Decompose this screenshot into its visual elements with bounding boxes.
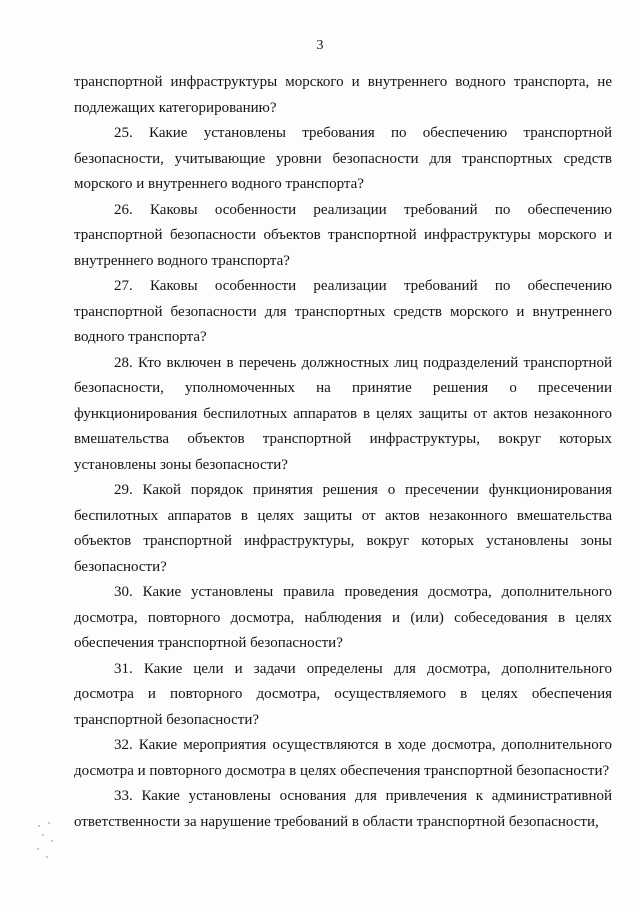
- question-26: 26. Каковы особенности реализации требований по обеспечению транспортной безопасности объектов транспортной инфраструктуры морского и внутреннего водного транспорта?: [74, 201, 612, 269]
- question-25: 25. Какие установлены требования по обеспечению транспортной безопасности, учитывающие уровни безопасности для транспортных средств морского и внутреннего водного транспорта?: [74, 125, 612, 192]
- scan-noise-marks: [36, 822, 60, 862]
- question-28: 28. Кто включен в перечень должностных лиц подразделений транспортной безопасности, уполномоченных на принятие решения о пресечении функционирования беспилотных аппаратов в целях защиты от актов незаконного вмешательства объектов транспортной инфраструктуры, вокруг которых установлены зоны безопасности?: [74, 354, 612, 473]
- page-number: 3: [316, 38, 324, 53]
- question-32: 32. Какие мероприятия осуществляются в ходе досмотра, дополнительного досмотра и повторного досмотра в целях обеспечения транспортной безопасности?: [74, 737, 612, 779]
- question-33: 33. Какие установлены основания для привлечения к административной ответственности за нарушение требований в области транспортной безопасности,: [74, 788, 612, 830]
- question-30: 30. Какие установлены правила проведения досмотра, дополнительного досмотра, повторного досмотра, наблюдения и (или) собеседования в целях обеспечения транспортной безопасности?: [74, 584, 612, 651]
- question-27: 27. Каковы особенности реализации требований по обеспечению транспортной безопасности для транспортных средств морского и внутреннего водного транспорта?: [74, 278, 612, 345]
- paragraph-continuation: транспортной инфраструктуры морского и внутреннего водного транспорта, не подлежащих категорированию?: [74, 74, 612, 116]
- document-body: [74, 70, 612, 835]
- question-29: 29. Какой порядок принятия решения о пресечении функционирования беспилотных аппаратов в целях защиты от актов незаконного вмешательства объектов транспортной инфраструктуры, вокруг которых установлены зоны безопасности?: [74, 482, 612, 575]
- question-31: 31. Какие цели и задачи определены для досмотра, дополнительного досмотра и повторного досмотра, осуществляемого в целях обеспечения транспортной безопасности?: [74, 660, 612, 728]
